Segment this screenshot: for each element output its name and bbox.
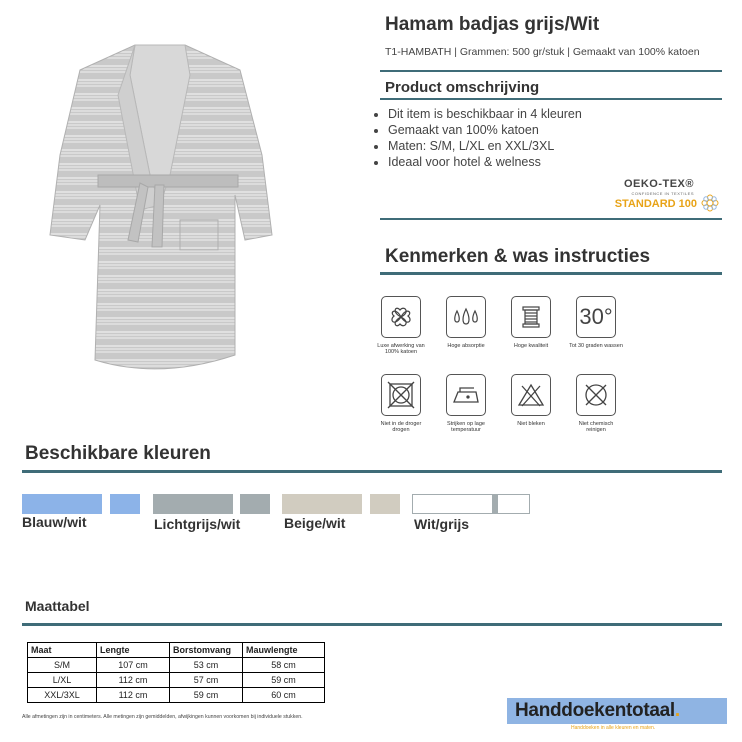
- care-label: Luxe afwerking van 100% katoen: [377, 343, 425, 355]
- water-drops-icon: [451, 302, 481, 332]
- table-cell: 112 cm: [97, 688, 170, 703]
- care-item-cotton: [374, 296, 428, 355]
- color-swatch-blauw: [22, 494, 102, 514]
- logo-text: [515, 700, 680, 722]
- table-cell: 58 cm: [243, 658, 325, 673]
- color-label: Lichtgrijs/wit: [154, 516, 241, 532]
- care-item-absorption: [439, 296, 493, 349]
- oeko-tex-flower-icon: [700, 193, 720, 213]
- color-swatch-blauw-accent: [110, 494, 140, 514]
- thread-spool-icon: [516, 302, 546, 332]
- care-label: Strijken op lage temperatuur: [447, 421, 485, 433]
- table-row: [28, 673, 325, 688]
- size-table: [27, 642, 325, 703]
- table-cell: L/XL: [28, 673, 97, 688]
- divider: [380, 272, 722, 275]
- column-header: Maat: [28, 643, 97, 658]
- color-label: Wit/grijs: [414, 516, 470, 532]
- table-cell: XXL/3XL: [28, 688, 97, 703]
- care-label: Niet chemisch reinigen: [578, 421, 614, 433]
- table-cell: 59 cm: [243, 673, 325, 688]
- care-item-no-bleach: [504, 374, 558, 427]
- oeko-tex-name: OEKO-TEX®: [623, 178, 694, 190]
- list-item: • Gemaakt van 100% katoen: [388, 122, 582, 138]
- care-item-iron-low: [439, 374, 493, 433]
- care-label: Tot 30 graden wassen: [569, 343, 623, 349]
- care-label: Hoge kwaliteit: [513, 343, 549, 349]
- colors-heading: Beschikbare kleuren: [25, 443, 211, 464]
- color-swatch-lichtgrijs: [153, 494, 233, 514]
- column-header: Mauwlengte: [243, 643, 325, 658]
- divider: [380, 70, 722, 72]
- color-swatch-beige-accent: [370, 494, 400, 514]
- wash-30-icon: 30°: [579, 304, 613, 329]
- care-heading: Kenmerken & was instructies: [385, 246, 651, 267]
- table-cell: 53 cm: [170, 658, 243, 673]
- brand-dot: .: [674, 700, 680, 721]
- care-item-quality: [504, 296, 558, 349]
- divider: [380, 218, 722, 220]
- list-item: • Dit item is beschikbaar in 4 kleuren: [388, 106, 582, 122]
- color-swatch-wit-accent: [492, 494, 498, 514]
- no-dry-clean-icon: [581, 380, 611, 410]
- list-item: • Ideaal voor hotel & welness: [388, 154, 582, 170]
- size-footnote: Alle afmetingen zijn in centimeters. Alle metingen zijn gemiddelden, afwijkingen kunnen voorkomen bij individuele stukken.: [22, 714, 303, 720]
- divider: [22, 623, 722, 626]
- color-label: Beige/wit: [284, 515, 346, 531]
- oeko-tex-badge: [612, 178, 727, 218]
- care-item-no-dry-clean: [569, 374, 623, 433]
- table-cell: 59 cm: [170, 688, 243, 703]
- table-header-row: [28, 643, 325, 658]
- bathrobe-image: [40, 35, 280, 380]
- divider: [380, 98, 722, 100]
- table-cell: 112 cm: [97, 673, 170, 688]
- cotton-flower-icon: [386, 302, 416, 332]
- description-heading: Product omschrijving: [385, 79, 540, 96]
- brand-tagline: Handdoeken in alle kleuren en maten.: [571, 725, 656, 731]
- divider: [22, 470, 722, 473]
- oeko-tex-tagline: CONFIDENCE IN TEXTILES: [631, 191, 694, 196]
- product-title: Hamam badjas grijs/Wit: [385, 14, 600, 35]
- table-cell: 107 cm: [97, 658, 170, 673]
- brand-name: Handdoekentotaal: [515, 700, 675, 721]
- table-row: [28, 658, 325, 673]
- color-swatch-beige: [282, 494, 362, 514]
- care-label: Niet in de droger drogen: [380, 421, 422, 433]
- table-cell: S/M: [28, 658, 97, 673]
- care-label: Hoge absorptie: [447, 343, 485, 349]
- iron-low-icon: [450, 380, 482, 410]
- product-subtitle: T1-HAMBATH | Grammen: 500 gr/stuk | Gemaakt van 100% katoen: [385, 46, 700, 58]
- description-list: [370, 106, 582, 170]
- size-table-heading: Maattabel: [25, 598, 90, 614]
- color-swatch-wit: [412, 494, 530, 514]
- table-cell: 57 cm: [170, 673, 243, 688]
- table-cell: 60 cm: [243, 688, 325, 703]
- care-item-wash-30: [569, 296, 623, 349]
- color-swatch-lichtgrijs-accent: [240, 494, 270, 514]
- list-item: • Maten: S/M, L/XL en XXL/3XL: [388, 138, 582, 154]
- color-label: Blauw/wit: [22, 514, 87, 530]
- column-header: Borstomvang: [170, 643, 243, 658]
- care-label: Niet bleken: [517, 421, 545, 427]
- no-bleach-icon: [516, 380, 546, 410]
- no-tumble-dry-icon: [386, 380, 416, 410]
- table-row: [28, 688, 325, 703]
- oeko-tex-standard: STANDARD 100: [614, 198, 697, 210]
- brand-logo: [507, 696, 735, 730]
- column-header: Lengte: [97, 643, 170, 658]
- care-item-no-dryer: [374, 374, 428, 433]
